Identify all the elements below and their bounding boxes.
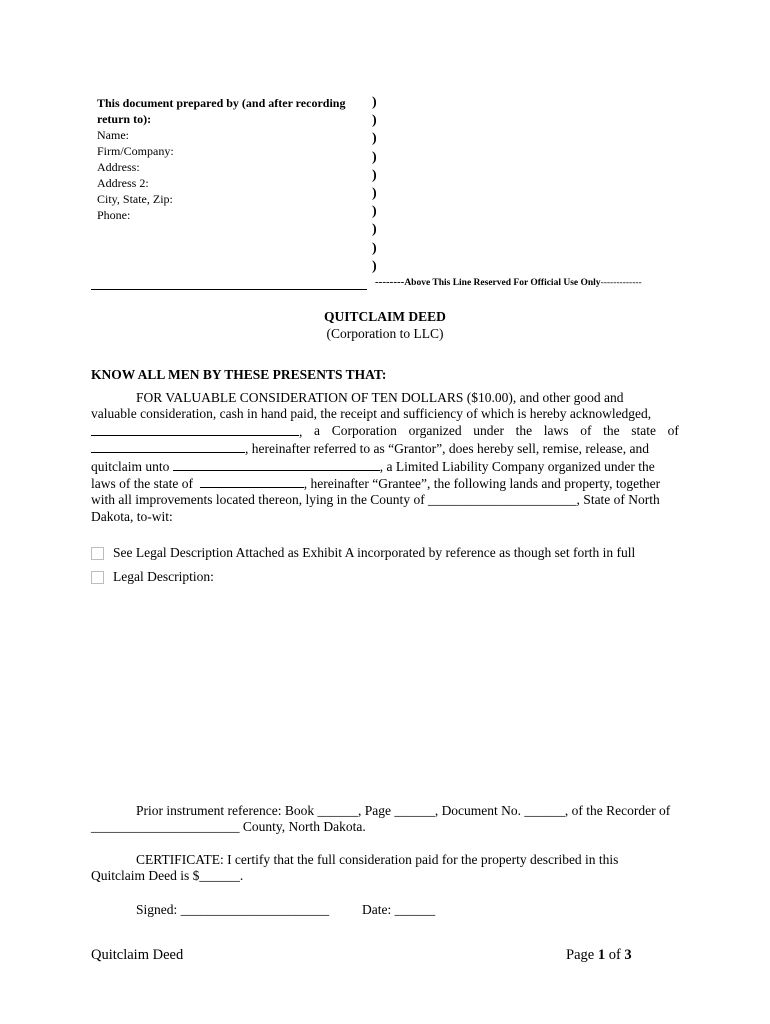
page-number bbox=[566, 947, 632, 964]
paren-mark: ) bbox=[372, 167, 377, 183]
body-line-7: with all improvements located thereon, lying in the County of ______________________, State of North bbox=[91, 492, 660, 508]
consideration-paragraph bbox=[91, 390, 679, 525]
footer-title: Quitclaim Deed bbox=[91, 947, 184, 963]
signed-line: Signed: ______________________ bbox=[136, 902, 330, 917]
certificate-line-1: CERTIFICATE: I certify that the full consideration paid for the property described in this bbox=[136, 852, 619, 867]
body-line-1-text: FOR VALUABLE CONSIDERATION OF TEN DOLLARS ($10.00), and other good and bbox=[136, 390, 624, 405]
body-line-4-text: , hereinafter referred to as “Grantor”, does hereby sell, remise, release, and bbox=[245, 441, 650, 457]
laws-of-state-text: laws of the state of bbox=[91, 476, 193, 492]
paren-mark: ) bbox=[372, 113, 377, 129]
legal-description-option[interactable] bbox=[91, 569, 214, 585]
paren-mark: ) bbox=[372, 222, 377, 238]
certificate-line-2: Quitclaim Deed is $______. bbox=[91, 868, 244, 884]
body-line-8: Dakota, to-wit: bbox=[91, 508, 173, 524]
paren-mark: ) bbox=[372, 240, 377, 256]
body-line-5 bbox=[91, 458, 679, 475]
paren-mark: ) bbox=[372, 258, 377, 274]
document-title: QUITCLAIM DEED bbox=[324, 309, 446, 324]
body-line-5-text: , a Limited Liability Company organized under the bbox=[379, 458, 655, 474]
preparer-heading-1: This document prepared by (and after recording bbox=[97, 96, 346, 110]
body-line-2: valuable consideration, cash in hand paid, the receipt and sufficiency of which is hereby acknowledged, bbox=[91, 406, 652, 422]
prior-line-2: ______________________ County, North Dakota. bbox=[91, 819, 366, 835]
grantee-state-blank[interactable] bbox=[200, 475, 304, 488]
body-line-1 bbox=[91, 390, 679, 406]
field-firm-label: Firm/Company: bbox=[97, 144, 174, 158]
paren-mark: ) bbox=[372, 131, 377, 147]
word: the bbox=[603, 422, 620, 438]
body-line-6-text: , hereinafter “Grantee”, the following lands and property, together bbox=[303, 476, 661, 492]
paren-mark: ) bbox=[372, 204, 377, 220]
word: state bbox=[631, 422, 657, 438]
word: Corporation bbox=[331, 422, 397, 438]
field-phone-label: Phone: bbox=[97, 208, 131, 222]
exhibit-a-checkbox[interactable] bbox=[91, 547, 104, 560]
word: organized bbox=[408, 422, 462, 438]
recording-rule bbox=[91, 289, 367, 290]
paren-mark: ) bbox=[372, 95, 377, 110]
word: laws bbox=[543, 422, 569, 438]
grantor-state-blank[interactable] bbox=[91, 440, 245, 453]
exhibit-a-option[interactable] bbox=[91, 545, 635, 561]
field-address2-label: Address 2: bbox=[97, 176, 149, 190]
document-subtitle: (Corporation to LLC) bbox=[326, 326, 444, 341]
page-total: 3 bbox=[624, 947, 632, 963]
page-current: 1 bbox=[597, 947, 606, 963]
body-line-6 bbox=[91, 475, 679, 492]
body-line-3 bbox=[91, 423, 679, 440]
field-city-label: City, State, Zip: bbox=[97, 192, 173, 206]
reserved-dashes-left: -------- bbox=[375, 276, 405, 288]
body-line-4 bbox=[91, 440, 679, 457]
comma: , bbox=[299, 423, 303, 439]
word: of bbox=[580, 422, 592, 438]
word: the bbox=[515, 422, 533, 438]
of-word: of bbox=[608, 947, 621, 963]
date-line: Date: ______ bbox=[362, 902, 436, 917]
legal-description-label: Legal Description: bbox=[113, 569, 214, 584]
word: a bbox=[314, 422, 321, 438]
legal-description-checkbox[interactable] bbox=[91, 571, 104, 584]
field-address-label: Address: bbox=[97, 160, 140, 174]
paren-mark: ) bbox=[372, 149, 377, 165]
grantee-name-blank[interactable] bbox=[173, 458, 380, 471]
preparer-block bbox=[97, 95, 367, 223]
exhibit-a-label: See Legal Description Attached as Exhibit A incorporated by reference as though set forth in full bbox=[113, 545, 636, 560]
reserved-line bbox=[375, 276, 642, 288]
certificate-paragraph bbox=[91, 852, 679, 885]
reserved-text: Above This Line Reserved For Official Use Only bbox=[404, 278, 601, 288]
paren-mark: ) bbox=[372, 186, 377, 202]
prior-instrument-paragraph bbox=[91, 803, 679, 836]
reserved-dashes-right: ------------- bbox=[600, 278, 642, 288]
corporation-name-blank[interactable] bbox=[91, 423, 299, 436]
word: of bbox=[667, 422, 679, 438]
prior-line-1: Prior instrument reference: Book ______, Page ______, Document No. ______, of the Recorder of bbox=[136, 803, 671, 818]
quitclaim-unto-text: quitclaim unto bbox=[91, 458, 170, 474]
page-word: Page bbox=[566, 947, 595, 963]
preparer-heading-2: return to): bbox=[97, 112, 152, 126]
paren-column bbox=[372, 94, 384, 276]
field-name-label: Name: bbox=[97, 128, 129, 142]
word: under bbox=[473, 422, 504, 438]
know-all-men-heading: KNOW ALL MEN BY THESE PRESENTS THAT: bbox=[91, 367, 387, 382]
